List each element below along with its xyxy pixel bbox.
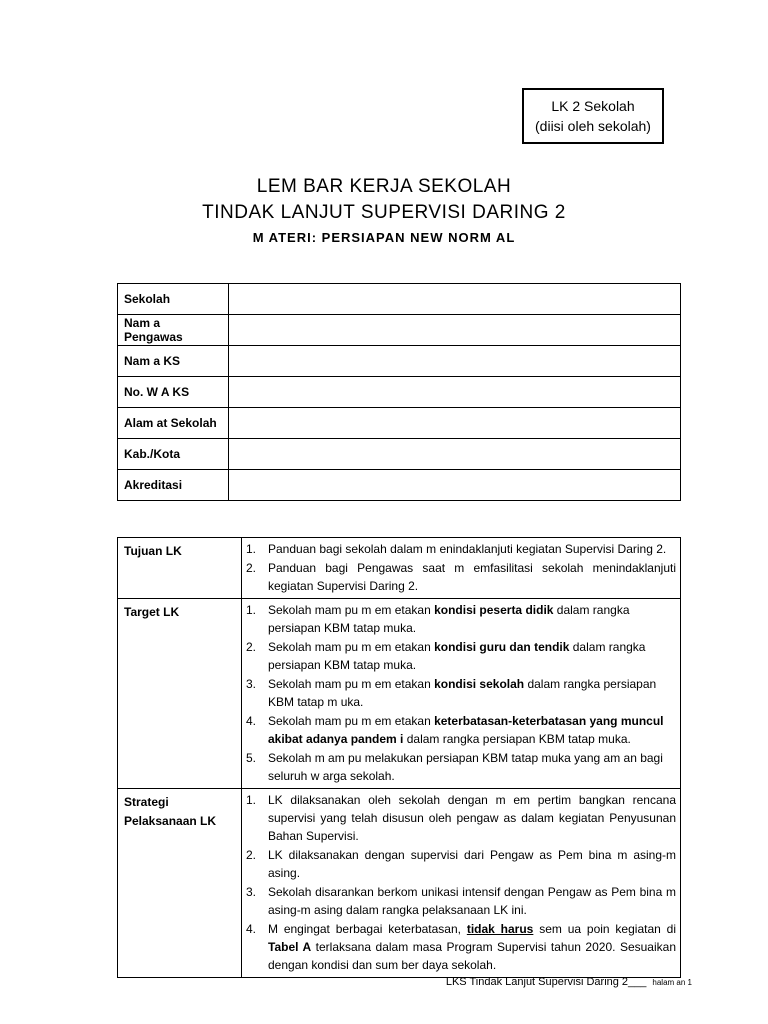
tujuan-item	[246, 559, 676, 595]
strategi-label	[118, 789, 242, 978]
identity-row	[118, 346, 681, 377]
item-emphasis: keterbatasan-keterbatasan yang muncul akibat adanya pandem i	[268, 714, 664, 746]
tujuan-row	[118, 538, 681, 599]
list-number: 4.	[246, 714, 257, 728]
school-identity-table	[117, 283, 681, 501]
identity-value-field[interactable]	[229, 439, 681, 470]
item-text: terlaksana dalam masa Program Supervisi tahun 2020. Sesuaikan dengan kondisi dan sum ber daya sekolah.	[268, 940, 676, 972]
identity-label: Kab./Kota	[118, 439, 229, 470]
list-number: 4.	[246, 922, 257, 936]
target-content	[242, 599, 681, 789]
strategi-item	[246, 846, 676, 882]
tujuan-label: Tujuan LK	[118, 538, 242, 599]
identity-row	[118, 377, 681, 408]
identity-value-field[interactable]	[229, 315, 681, 346]
item-emphasis: kondisi sekolah	[434, 677, 525, 691]
identity-row	[118, 470, 681, 501]
strategi-row	[118, 789, 681, 978]
identity-label: Alam at Sekolah	[118, 408, 229, 439]
item-text: M engingat berbagai keterbatasan,	[268, 922, 467, 936]
document-subtitle: TINDAK LANJUT SUPERVISI DARING 2	[202, 202, 566, 223]
identity-row	[118, 408, 681, 439]
tujuan-content	[242, 538, 681, 599]
strategi-list	[246, 791, 676, 974]
identity-label: Sekolah	[118, 284, 229, 315]
list-number: 5.	[246, 751, 257, 765]
target-item	[246, 749, 676, 785]
identity-row	[118, 315, 681, 346]
item-text: dalam rangka persiapan KBM tatap muka.	[268, 640, 646, 672]
page-number: halam an 1	[652, 978, 692, 987]
identity-label: Nam a KS	[118, 346, 229, 377]
target-label: Target LK	[118, 599, 242, 789]
identity-label: No. W A KS	[118, 377, 229, 408]
item-text: Sekolah mam pu m em etakan	[268, 603, 435, 617]
list-number: 1.	[246, 542, 257, 556]
page-footer	[446, 976, 692, 988]
item-text: LK dilaksanakan dengan supervisi dari Pengaw as Pem bina m asing-m asing.	[268, 848, 676, 880]
identity-value-field[interactable]	[229, 284, 681, 315]
strategi-label-line-1: Strategi	[124, 795, 169, 809]
list-number: 3.	[246, 885, 257, 899]
strategi-label-line-2: Pelaksanaan LK	[124, 814, 217, 828]
item-text: Sekolah mam pu m em etakan	[268, 714, 435, 728]
identity-label: Nam a Pengawas	[118, 315, 229, 346]
identity-label: Akreditasi	[118, 470, 229, 501]
item-text: Panduan bagi Pengawas saat m emfasilitasi sekolah menindaklanjuti kegiatan Supervisi Daring 2.	[268, 561, 676, 593]
tag-line-2: (diisi oleh sekolah)	[535, 118, 651, 134]
identity-row	[118, 439, 681, 470]
identity-row	[118, 284, 681, 315]
identity-value-field[interactable]	[229, 346, 681, 377]
footer-text: LKS Tindak Lanjut Supervisi Daring 2___	[445, 976, 647, 988]
item-text: dalam rangka persiapan KBM tatap muka.	[403, 732, 631, 746]
identity-value-field[interactable]	[229, 377, 681, 408]
list-number: 1.	[246, 603, 257, 617]
item-emphasis-underline: tidak harus	[466, 922, 534, 936]
item-text: Sekolah disarankan berkom unikasi intensif dengan Pengaw as Pem bina m asing-m asing dalam rangka pelaksanaan LK ini.	[268, 885, 676, 917]
target-item	[246, 638, 676, 674]
document-title: LEM BAR KERJA SEKOLAH	[256, 176, 512, 197]
list-number: 3.	[246, 677, 257, 691]
target-row	[118, 599, 681, 789]
list-number: 2.	[246, 848, 257, 862]
list-number: 1.	[246, 793, 257, 807]
item-text: sem ua poin kegiatan di	[533, 922, 676, 936]
tujuan-list	[246, 540, 676, 595]
target-list	[246, 601, 676, 785]
target-item	[246, 601, 676, 637]
strategi-item	[246, 791, 676, 845]
strategi-content	[242, 789, 681, 978]
strategi-item	[246, 883, 676, 919]
identity-value-field[interactable]	[229, 408, 681, 439]
strategi-item-4	[246, 920, 676, 974]
list-number: 2.	[246, 640, 257, 654]
item-emphasis: kondisi peserta didik	[434, 603, 554, 617]
item-text: dalam rangka persiapan KBM tatap m uka.	[268, 677, 657, 709]
lk-info-table	[117, 537, 681, 978]
document-material: M ATERI: PERSIAPAN NEW NORM AL	[252, 230, 516, 245]
item-emphasis: kondisi guru dan tendik	[434, 640, 570, 654]
target-item	[246, 712, 676, 748]
item-text: Sekolah m am pu melakukan persiapan KBM tatap muka yang am an bagi seluruh w arga sekolah.	[268, 751, 663, 783]
tujuan-item	[246, 540, 676, 558]
item-text: Sekolah mam pu m em etakan	[268, 677, 435, 691]
item-text: LK dilaksanakan oleh sekolah dengan m em pertim bangkan rencana supervisi yang telah disusun oleh pengaw as dalam kegiatan Penyusunan Bahan Supervisi.	[268, 793, 676, 843]
target-item	[246, 675, 676, 711]
item-text: Sekolah mam pu m em etakan	[268, 640, 435, 654]
list-number: 2.	[246, 561, 257, 575]
document-tag-box	[522, 88, 664, 144]
identity-value-field[interactable]	[229, 470, 681, 501]
document-title-block	[0, 174, 768, 250]
item-text: dalam rangka persiapan KBM tatap muka.	[268, 603, 630, 635]
item-text: Panduan bagi sekolah dalam m enindaklanjuti kegiatan Supervisi Daring 2.	[268, 542, 667, 556]
item-emphasis: Tabel A	[268, 940, 312, 954]
tag-line-1: LK 2 Sekolah	[551, 98, 635, 114]
